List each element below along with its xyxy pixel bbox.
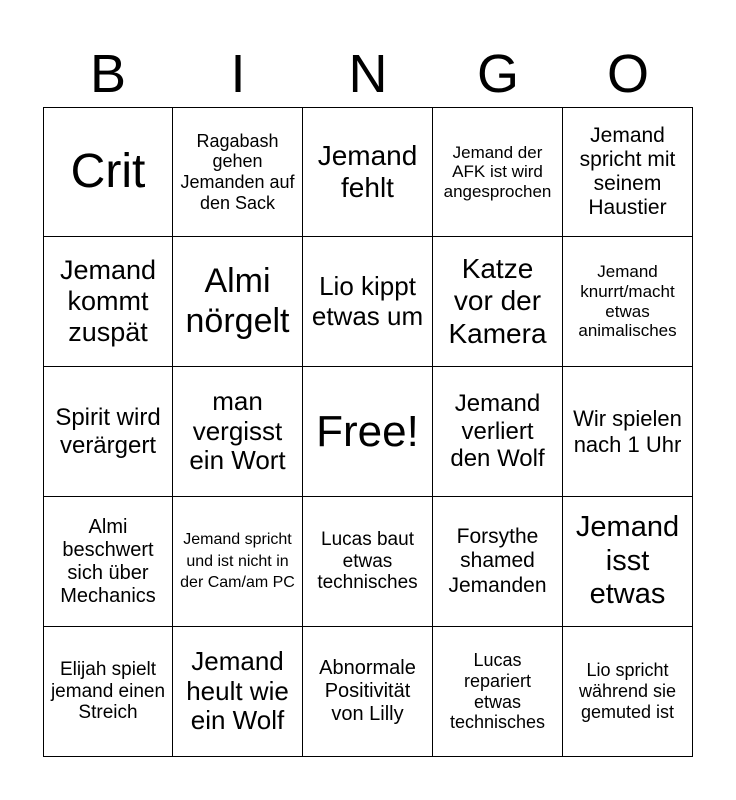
cell-text: Abnormale Positivität von Lilly bbox=[319, 657, 416, 725]
bingo-cell[interactable] bbox=[173, 237, 303, 367]
header-letter-i: I bbox=[230, 44, 246, 104]
cell-text: Spirit wird verärgert bbox=[55, 403, 161, 459]
bingo-cell[interactable] bbox=[563, 367, 693, 497]
bingo-cell[interactable] bbox=[563, 237, 693, 367]
cell-text: Lucas repariert etwas technisches bbox=[449, 650, 546, 733]
bingo-cell[interactable] bbox=[173, 107, 303, 237]
cell-text: Jemand der AFK ist wird angesprochen bbox=[443, 142, 552, 201]
cell-text: Lio spricht während sie gemuted ist bbox=[578, 660, 677, 722]
header-letter-g: G bbox=[476, 44, 519, 104]
bingo-cell[interactable] bbox=[563, 497, 693, 627]
bingo-cell[interactable] bbox=[433, 107, 563, 237]
cell-text: Jemand spricht mit seinem Haustier bbox=[579, 123, 676, 220]
bingo-cell[interactable] bbox=[433, 237, 563, 367]
header-letter-n: N bbox=[348, 44, 388, 104]
header-letter-b: B bbox=[89, 44, 127, 104]
cell-text: Ragabash gehen Jemanden auf den Sack bbox=[180, 130, 295, 213]
bingo-header bbox=[43, 40, 693, 108]
cell-text: Crit bbox=[70, 145, 146, 199]
cell-text: Elijah spielt jemand einen Streich bbox=[50, 658, 166, 724]
bingo-cell[interactable] bbox=[303, 237, 433, 367]
bingo-cell[interactable] bbox=[433, 367, 563, 497]
bingo-cell[interactable] bbox=[43, 627, 173, 757]
cell-text: man vergisst ein Wort bbox=[189, 385, 286, 476]
free-space-cell[interactable] bbox=[303, 367, 433, 497]
free-space-text: Free! bbox=[316, 406, 419, 456]
cell-text: Forsythe shamed Jemanden bbox=[448, 525, 547, 597]
cell-text: Jemand kommt zuspät bbox=[59, 254, 157, 348]
cell-text: Lucas baut etwas technisches bbox=[317, 528, 418, 594]
cell-text: Jemand spricht und ist nicht in der Cam/am PC bbox=[180, 531, 295, 592]
bingo-cell[interactable] bbox=[303, 497, 433, 627]
header-letter-o: O bbox=[606, 44, 649, 104]
bingo-cell[interactable] bbox=[303, 627, 433, 757]
bingo-cell[interactable] bbox=[173, 627, 303, 757]
cell-text: Jemand isst etwas bbox=[575, 511, 680, 611]
cell-text: Lio kippt etwas um bbox=[311, 270, 424, 331]
bingo-cell[interactable] bbox=[43, 497, 173, 627]
cell-text: Almi beschwert sich über Mechanics bbox=[60, 515, 156, 607]
cell-text: Wir spielen nach 1 Uhr bbox=[573, 406, 682, 457]
bingo-cell[interactable] bbox=[43, 237, 173, 367]
bingo-cell[interactable] bbox=[433, 627, 563, 757]
cell-text: Jemand heult wie ein Wolf bbox=[186, 645, 289, 736]
bingo-cell[interactable] bbox=[173, 497, 303, 627]
bingo-cell[interactable] bbox=[563, 107, 693, 237]
bingo-cell[interactable] bbox=[433, 497, 563, 627]
bingo-cell[interactable] bbox=[173, 367, 303, 497]
cell-text: Jemand verliert den Wolf bbox=[450, 390, 545, 473]
bingo-cell[interactable] bbox=[563, 627, 693, 757]
bingo-board bbox=[43, 107, 693, 757]
cell-text: Almi nörgelt bbox=[185, 262, 290, 340]
bingo-cell[interactable] bbox=[43, 367, 173, 497]
cell-text: Jemand fehlt bbox=[317, 139, 418, 203]
bingo-cell[interactable] bbox=[43, 107, 173, 237]
cell-text: Jemand knurrt/macht etwas animalisches bbox=[578, 262, 677, 341]
bingo-cell[interactable] bbox=[303, 107, 433, 237]
cell-text: Katze vor der Kamera bbox=[448, 253, 547, 349]
